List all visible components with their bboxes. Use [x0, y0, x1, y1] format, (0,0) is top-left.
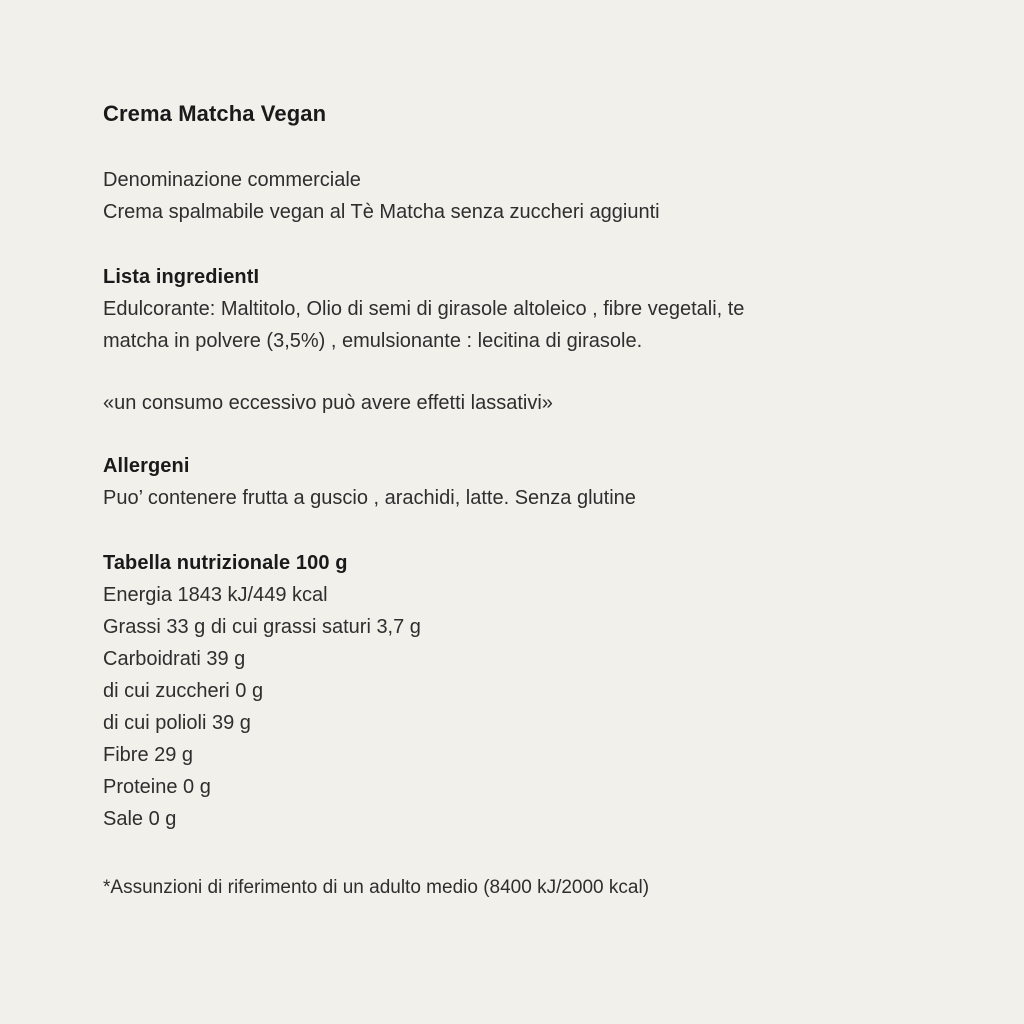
section-nutrition	[103, 548, 921, 835]
section-ingredients	[103, 262, 921, 357]
nutrition-row: Fibre 29 g	[103, 743, 194, 766]
section-allergens	[103, 451, 921, 514]
nutrition-row: di cui polioli 39 g	[103, 711, 251, 734]
commercial-name-value: Crema spalmabile vegan al Tè Matcha senza zuccheri aggiunti	[103, 200, 660, 223]
nutrition-row: Energia 1843 kJ/449 kcal	[103, 583, 328, 606]
nutrition-row: Carboidrati 39 g	[103, 647, 246, 670]
commercial-name-heading: Denominazione commerciale	[103, 168, 361, 191]
nutrition-heading: Tabella nutrizionale 100 g	[103, 551, 348, 574]
section-consumption-warning	[103, 387, 921, 419]
ingredients-line-1: Edulcorante: Maltitolo, Olio di semi di girasole altoleico , fibre vegetali, te	[103, 297, 745, 320]
nutrition-table	[103, 579, 921, 835]
reference-intake-footnote: *Assunzioni di riferimento di un adulto medio (8400 kJ/2000 kcal)	[103, 876, 650, 898]
nutrition-row: Grassi 33 g di cui grassi saturi 3,7 g	[103, 615, 421, 638]
nutrition-row: Proteine 0 g	[103, 775, 211, 798]
consumption-warning-text: «un consumo eccessivo può avere effetti lassativi»	[103, 391, 553, 414]
allergens-value: Puo’ contenere frutta a guscio , arachidi, latte. Senza glutine	[103, 486, 636, 509]
section-commercial-name	[103, 164, 921, 228]
page-title: Crema Matcha Vegan	[103, 101, 327, 126]
nutrition-row: di cui zuccheri 0 g	[103, 679, 264, 702]
allergens-heading: Allergeni	[103, 454, 190, 477]
ingredients-line-2: matcha in polvere (3,5%) , emulsionante : lecitina di girasole.	[103, 329, 643, 352]
nutrition-row: Sale 0 g	[103, 807, 177, 830]
ingredients-heading: Lista ingredientI	[103, 265, 260, 288]
